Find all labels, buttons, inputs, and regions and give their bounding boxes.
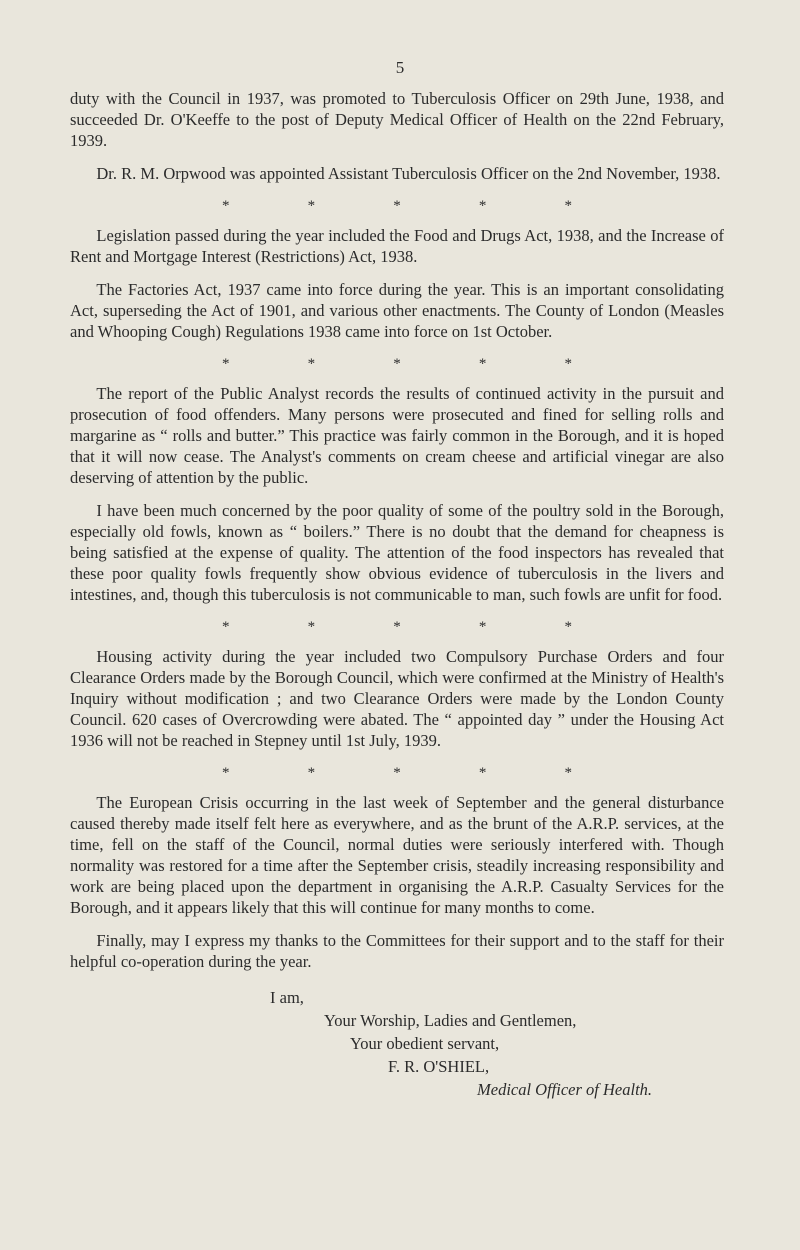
paragraph-orpwood-appointment: Dr. R. M. Orpwood was appointed Assistant Tuberculosis Officer on the 2nd November, 1938. — [96, 164, 721, 183]
divider-star: * — [307, 619, 316, 635]
letter-body — [70, 88, 724, 1101]
paragraph-housing: Housing activity during the year included two Compulsory Purchase Orders and four Clearance Orders made by the Borough Council, which were confirmed at the Ministry of Health's Inquiry without modification ; and two Clearance Orders were made by the London County Council. 620 cases of Overcrowding were abated. The “ appointed day ” under the Housing Act 1936 will not be reached in Stepney until 1st July, 1939. — [70, 647, 724, 750]
paragraph-factories-act: The Factories Act, 1937 came into force during the year. This is an important consolidating Act, superseding the Act of 1901, and various other enactments. The County of London (Measles and Whooping Cough) Regulations 1938 came into force on 1st October. — [70, 280, 724, 341]
paragraph-staff-promotion: duty with the Council in 1937, was promoted to Tuberculosis Officer on 29th June, 1938, and succeeded Dr. O'Keeffe to the post of Deputy Medical Officer of Health on the 22nd February, 1939. — [70, 89, 724, 150]
divider-star: * — [478, 619, 487, 635]
paragraph-european-crisis: The European Crisis occurring in the last week of September and the general disturbance caused thereby made itself felt here as everywhere, and as the brunt of the A.R.P. services, at the time, fell on the staff of the Council, normal duties were seriously interfered with. Though normality was restored for a time after the September crisis, steadily increasing responsibility and work are being placed upon the department in organising the A.R.P. Casualty Services for the Borough, and it appears likely that this will continue for many months to come. — [70, 793, 724, 917]
divider-star: * — [222, 198, 230, 214]
closing-servant: Your obedient servant, — [350, 1034, 500, 1053]
divider-star: * — [393, 765, 401, 781]
signatory-name: F. R. O'SHIEL, — [388, 1057, 490, 1076]
closing-salutation: Your Worship, Ladies and Gentlemen, — [324, 1011, 577, 1030]
signatory-title: Medical Officer of Health. — [477, 1080, 653, 1099]
divider-star: * — [393, 356, 401, 372]
paragraph-poultry: I have been much concerned by the poor quality of some of the poultry sold in the Borough, especially old fowls, known as “ boilers.” There is no doubt that the demand for cheapness is being satisfied at the expense of quality. The attention of the food inspectors has revealed that these poor quality fowls frequently show obvious evidence of tuberculosis in the livers and intestines, and, though this tuberculosis is not communicable to man, such fowls are unfit for food. — [70, 501, 724, 604]
section-divider — [222, 617, 572, 638]
divider-star: * — [307, 765, 316, 781]
divider-star: * — [564, 619, 572, 635]
divider-star: * — [222, 619, 230, 635]
divider-star: * — [478, 356, 487, 372]
paragraph-public-analyst: The report of the Public Analyst records the results of continued activity in the pursuit and prosecution of food offenders. Many persons were prosecuted and fined for selling rolls and margarine as “ rolls and butter.” This practice was fairly common in the Borough, and it is hoped that it will now cease. The Analyst's comments on cream cheese and artificial vinegar are also deserving of attention by the public. — [70, 384, 724, 487]
divider-star: * — [393, 619, 401, 635]
divider-star: * — [307, 198, 316, 214]
divider-star: * — [307, 356, 316, 372]
divider-star: * — [222, 356, 230, 372]
paragraph-thanks: Finally, may I express my thanks to the Committees for their support and to the staff for their helpful co-operation during the year. — [70, 931, 724, 971]
section-divider — [222, 196, 572, 217]
section-divider — [222, 354, 572, 375]
divider-star: * — [478, 765, 487, 781]
closing-i-am: I am, — [270, 988, 304, 1007]
paragraph-legislation: Legislation passed during the year included the Food and Drugs Act, 1938, and the Increase of Rent and Mortgage Interest (Restrictions) Act, 1938. — [70, 226, 724, 266]
closing-signature — [70, 986, 724, 1101]
section-divider — [222, 763, 572, 784]
divider-star: * — [564, 198, 572, 214]
divider-star: * — [564, 356, 572, 372]
page-number: 5 — [395, 58, 405, 77]
divider-star: * — [222, 765, 230, 781]
divider-star: * — [393, 198, 401, 214]
divider-star: * — [478, 198, 487, 214]
divider-star: * — [564, 765, 572, 781]
